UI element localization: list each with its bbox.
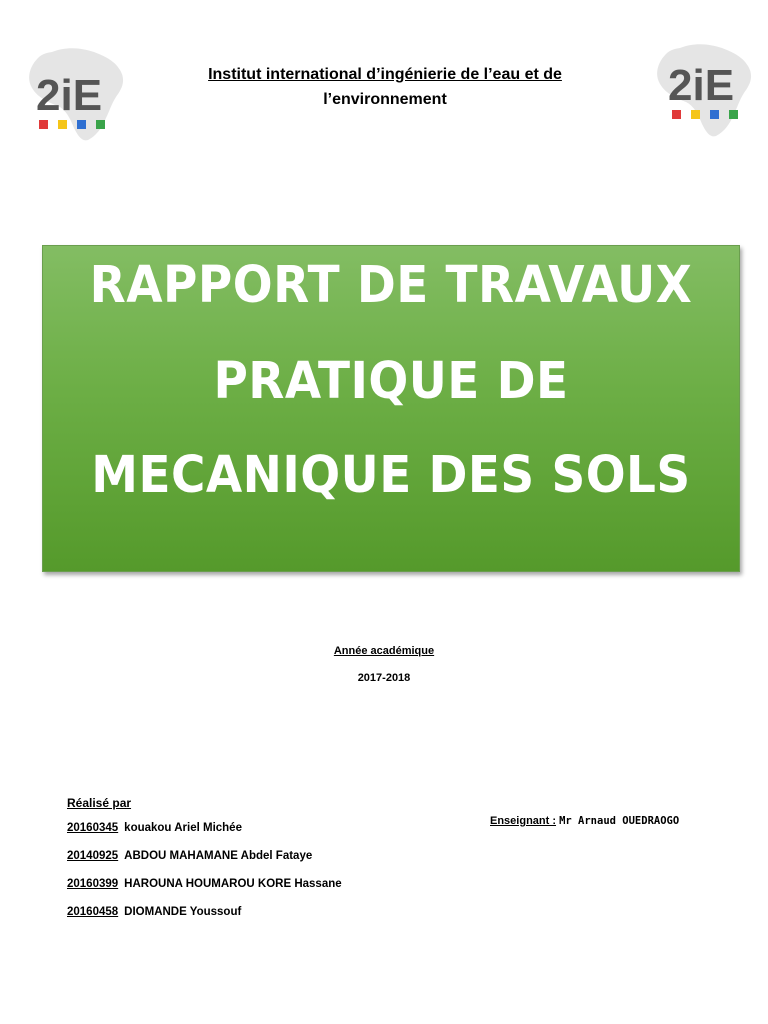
student-name: ABDOU MAHAMANE Abdel Fataye — [124, 850, 313, 862]
institute-line-1: Institut international d’ingénierie de l’eau et de — [208, 66, 562, 83]
student-name: kouakou Ariel Michée — [124, 822, 242, 834]
teacher-info — [490, 815, 679, 827]
list-item — [67, 906, 241, 918]
report-title-banner — [42, 245, 740, 572]
logo-text: 2iE — [668, 61, 735, 110]
student-name: HAROUNA HOUMAROU KORE Hassane — [124, 878, 342, 890]
student-id: 20160399 — [67, 878, 119, 890]
institute-logo-left — [22, 44, 132, 144]
authors-label: Réalisé par — [67, 796, 132, 810]
academic-year-value: 2017-2018 — [357, 672, 411, 684]
institute-logo-right — [650, 40, 760, 140]
institute-line-2: l’environnement — [323, 91, 447, 108]
student-id: 20160345 — [67, 822, 119, 834]
student-name: DIOMANDE Youssouf — [124, 906, 242, 918]
logo-text: 2iE — [36, 71, 103, 120]
teacher-name: Mr Arnaud OUEDRAOGO — [559, 815, 680, 827]
list-item — [67, 850, 312, 862]
list-item — [67, 822, 242, 834]
report-title-line-1: RAPPORT DE TRAVAUX — [89, 256, 693, 315]
student-id: 20160458 — [67, 906, 119, 918]
teacher-label: Enseignant : — [490, 815, 557, 827]
report-title-line-3: MECANIQUE DES SOLS — [91, 446, 691, 505]
institute-title — [150, 62, 620, 112]
student-id: 20140925 — [67, 850, 119, 862]
report-title-line-2: PRATIQUE DE — [213, 352, 569, 411]
list-item — [67, 878, 342, 890]
academic-year-label: Année académique — [333, 645, 435, 657]
